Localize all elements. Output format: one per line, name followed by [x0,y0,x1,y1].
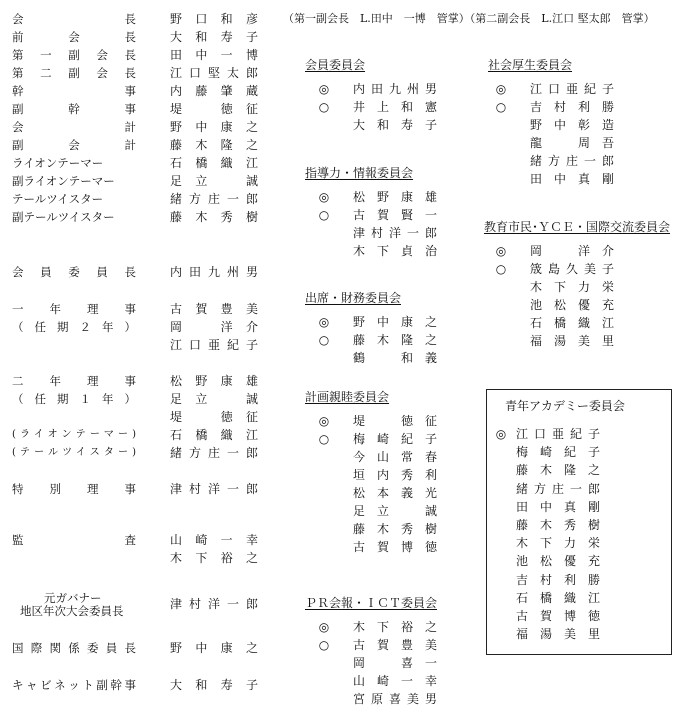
member-name: 石橋織江 [530,316,614,330]
member-name: 野中彰造 [530,118,614,132]
first-year-role: 一 年 理 事 [12,302,136,316]
member-name: 石橋織江 [516,590,600,605]
second-year-name: 堤 徳征 [170,410,258,424]
officer-name: 足立 誠 [170,174,258,188]
member-name: 宮原喜美男 [353,692,437,706]
committee-title: 計画親睦委員会 [305,390,390,404]
ex-governor-label: 元ガバナー [44,591,102,605]
committee-member [494,242,618,260]
committee-member [494,443,618,461]
cabinet-deputy-name: 大和寿子 [170,678,258,692]
member-name: 福湯美里 [516,627,600,642]
lion-tamer-name: 石橋織江 [170,428,258,442]
academy-title: 青年アカデミー委員会 [505,399,625,413]
member-name: 藤木秀樹 [516,518,600,532]
membership-chair-name: 内田九州男 [170,265,258,279]
officer-role: 副テールツイスター [12,210,115,224]
member-name: 松本義光 [353,486,437,500]
role-mark: ◎ [318,414,330,428]
member-name: 江口亜紀子 [530,82,614,96]
role-mark: ○ [318,638,330,652]
member-name: 鶴 和義 [353,351,437,365]
committee-member [494,589,618,607]
committee-member [494,152,618,170]
committee-member [494,170,618,188]
first-year-name: 江口亜紀子 [170,338,258,352]
member-name: 梅崎紀子 [353,432,437,446]
member-name: 岡 洋介 [530,244,614,258]
committee-member [494,116,618,134]
committee-member [494,134,618,152]
intl-relations-role: 国際関係委員長 [12,641,136,655]
member-name: 田中真剛 [530,172,614,186]
member-name: 梅崎紀子 [516,445,600,460]
committee-member [317,466,441,484]
committee-member [494,278,618,296]
committee-member [317,654,441,672]
committee-member [317,672,441,690]
role-mark: ◎ [495,427,507,441]
committee-member [494,314,618,332]
special-director-name: 津村洋一郎 [170,482,258,496]
member-name: 吉村利勝 [530,100,614,114]
officer-role: 会 計 [12,120,136,134]
committee-member [317,520,441,538]
officer-name: 堤 徳征 [170,102,258,116]
officer-name: 大和寿子 [170,30,258,44]
committee-member [494,480,618,498]
officer-role: 会 長 [12,12,136,26]
officer-name: 藤木隆之 [170,138,258,152]
role-mark: ◎ [495,82,507,96]
committee-member [317,448,441,466]
officer-role: 第一副会長 [12,48,136,62]
role-mark: ◎ [318,190,330,204]
member-name: 松野康雄 [353,190,437,204]
committee-member [494,571,618,589]
committee-member [494,98,618,116]
member-name: 木下貞治 [353,244,437,258]
committee-member [317,636,441,654]
member-name: 龍 周吾 [530,136,614,150]
committee-member [317,116,441,134]
committee-member [494,498,618,516]
committee-title: 会員委員会 [305,58,366,72]
member-name: 木下力栄 [530,280,614,294]
role-mark: ○ [495,100,507,114]
member-name: 緒方庄一郎 [530,154,614,168]
committee-member [494,461,618,479]
member-name: 吉村利勝 [516,572,600,587]
member-name: 山崎一幸 [353,674,437,688]
tail-twister-name: 緒方庄一郎 [170,446,258,460]
role-mark: ◎ [495,244,507,258]
officer-name: 石橋織江 [170,156,258,170]
committee-title: 社会厚生委員会 [488,58,573,72]
member-name: 藤木秀樹 [353,522,437,536]
member-name: 江口亜紀子 [516,427,600,441]
committee-title: ＰＲ会報・ＩＣＴ委員会 [305,596,438,610]
member-name: 緒方庄一郎 [516,481,600,496]
member-name: 筬島久美子 [530,262,614,276]
officer-role: 副ライオンテーマー [12,174,115,188]
member-name: 今山常春 [353,450,437,464]
officer-role: テールツイスター [12,192,104,206]
officer-role: 第二副会長 [12,66,136,80]
committee-member [494,625,618,643]
committee-member [317,242,441,260]
member-name: 古賀豊美 [353,638,437,652]
member-name: 古賀博徳 [516,609,600,623]
auditor-name: 木下裕之 [170,551,258,565]
committee-member [317,349,441,367]
special-director-role: 特 別 理 事 [12,482,136,496]
role-mark: ◎ [318,620,330,634]
member-name: 垣内秀利 [353,468,437,482]
officer-role: 副 会 計 [12,138,136,152]
second-year-name: 足立 誠 [170,392,258,406]
second-year-role: 二 年 理 事 [12,374,136,388]
officer-name: 野中康之 [170,120,258,134]
member-name: 野中康之 [353,315,437,329]
management-note: （第一副会長 L.田中 一博 管掌）（第二副会長 L.江口 堅太郎 管掌） [283,12,655,25]
committee-member [494,534,618,552]
committee-member [317,690,441,708]
first-year-term: （任期２年） [12,320,136,334]
member-name: 古賀賢一 [353,208,437,222]
committee-member [494,516,618,534]
committee-member [317,98,441,116]
convention-chair-label: 地区年次大会委員長 [20,604,124,618]
officer-name: 江口堅太郎 [170,66,258,80]
role-mark: ○ [318,432,330,446]
committee-member [494,332,618,350]
committee-member [317,80,441,98]
second-year-name: 松野康雄 [170,374,258,388]
committee-member [494,260,618,278]
second-year-term: （任期１年） [12,392,136,406]
role-mark: ○ [318,100,330,114]
member-name: 堤 徳征 [353,414,437,428]
member-name: 足立 誠 [353,504,437,518]
tail-twister-role: (テールツイスター) [12,447,136,458]
officer-role: ライオンテーマー [12,156,104,170]
officer-name: 田中一博 [170,48,258,62]
committee-member [317,618,441,636]
member-name: 池松優充 [530,298,614,312]
member-name: 木下裕之 [353,620,437,634]
role-mark: ○ [318,208,330,222]
committee-member [317,206,441,224]
committee-member [494,607,618,625]
auditor-name: 山崎一幸 [170,533,258,547]
first-year-name: 古賀豊美 [170,302,258,316]
intl-relations-name: 野中康之 [170,641,258,655]
officer-role: 副 幹 事 [12,102,136,116]
role-mark: ○ [318,333,330,347]
member-name: 津村洋一郎 [353,226,437,240]
member-name: 福湯美里 [530,334,614,348]
committee-member [317,538,441,556]
member-name: 大和寿子 [353,118,437,132]
committee-title: 出席・財務委員会 [305,291,402,305]
committee-member [494,80,618,98]
ex-governor-name: 津村洋一郎 [170,597,258,611]
officer-name: 緒方庄一郎 [170,192,258,206]
officer-role: 幹 事 [12,84,136,98]
officer-name: 野口和彦 [170,12,258,26]
officer-name: 内藤肇蔵 [170,84,258,98]
committee-member [317,502,441,520]
committee-member [317,331,441,349]
first-year-name: 岡 洋介 [170,320,258,334]
member-name: 藤木隆之 [516,463,600,478]
member-name: 藤木隆之 [353,333,437,347]
committee-member [494,425,618,443]
officer-role: 前 会 長 [12,30,136,44]
role-mark: ◎ [318,82,330,96]
committee-member [317,224,441,242]
cabinet-deputy-role: キャビネット副幹事 [12,678,136,692]
member-name: 古賀博徳 [353,540,437,554]
officer-name: 藤木秀樹 [170,210,258,224]
member-name: 井上和憲 [353,100,437,114]
committee-member [317,188,441,206]
committee-title: 指導力・情報委員会 [305,166,414,180]
member-name: 池松優充 [516,554,600,569]
committee-member [317,484,441,502]
role-mark: ◎ [318,315,330,329]
lion-tamer-role: (ライオンテーマー) [12,429,136,440]
member-name: 木下力栄 [516,536,600,551]
member-name: 田中真剛 [516,499,600,514]
committee-member [494,296,618,314]
committee-member [317,430,441,448]
committee-member [317,412,441,430]
role-mark: ○ [495,262,507,276]
auditor-role: 監 査 [12,533,136,547]
committee-member [494,552,618,570]
committee-member [317,313,441,331]
committee-title: 教育市民･ＹＣＥ・国際交流委員会 [484,220,671,234]
membership-chair-role: 会員委員長 [12,265,136,279]
member-name: 岡 喜一 [353,656,437,670]
member-name: 内田九州男 [353,82,437,96]
